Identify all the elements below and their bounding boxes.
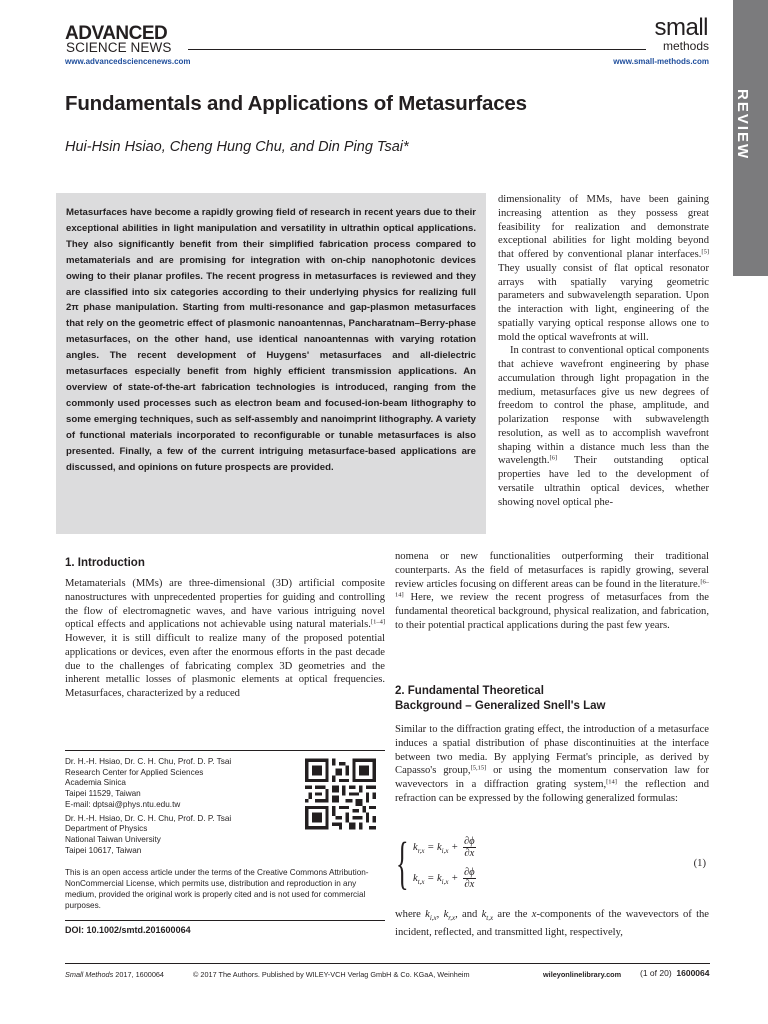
- theory-text: Similar to the diffraction grating effect, the introduction of a metasurface induces a spatial distribution of phase discontinuities at the interface between two media. By applying Fermat's principle, as derived by Capasso's group,[5,15] or using the momentum conservation law for wavevectors in a diffraction grating system,[14] the reflection and refraction can be expressed by the following generalized formulas:: [395, 724, 709, 804]
- footer-citation: Small Methods 2017, 1600064: [65, 970, 164, 979]
- affiliation-line: Research Center for Applied Sciences: [65, 767, 204, 777]
- footer-copyright: © 2017 The Authors. Published by WILEY-VCH Verlag GmbH & Co. KGaA, Weinheim: [193, 970, 470, 979]
- article-title: Fundamentals and Applications of Metasurfaces: [65, 92, 527, 115]
- affiliation-line: Taipei 11529, Taiwan: [65, 789, 141, 799]
- equation-brace: {: [396, 830, 409, 895]
- citation-link[interactable]: [5]: [701, 248, 709, 256]
- right-column-text: [498, 193, 709, 509]
- license-notice: This is an open access article under the terms of the Creative Commons Attribution-NonCommercial License, which permits use, distribution and reproduction in any medium, provided the original work is properly cited and is not used for commercial purposes.: [65, 868, 369, 910]
- journal-url-link[interactable]: www.small-methods.com: [613, 57, 709, 66]
- introduction-text: Metamaterials (MMs) are three-dimensional (3D) artificial composite nanostructures with unprecedented properties for guiding and controlling the flow of electromagnetic waves, and have various intriguing novel optical effects and applications not achievable using natural materials.[1–4] However, it is still difficult to realize many of the proposed potential applications or devices, even after the enormous efforts in the past decade due to the challenges of fabricating complex 3D geometries and the inherent metallic losses of plasmonic elements at optical frequencies. Metasurfaces, characterized by a reduced: [65, 578, 385, 699]
- abstract-box: [56, 193, 486, 534]
- header-divider: [188, 49, 646, 50]
- equation-1: [395, 830, 709, 900]
- paragraph: In contrast to conventional optical components that achieve wavefront engineering by phase accumulation through light propagation in the medium, metasurfaces give us new degrees of freedom to control the phase, amplitude, and polarization response with subwavelength resolution, as well as to accomplish wavefront shaping within a distance much less than the wavelength.[6] Their outstanding optical properties have led to the development of versatile ultrathin optical devices, whether showing novel optical phe-: [498, 345, 709, 508]
- footer-wiley-link[interactable]: wileyonlinelibrary.com: [543, 970, 622, 979]
- journal-logo-small: small: [654, 14, 708, 41]
- publisher-logo-advanced: ADVANCED: [65, 23, 168, 44]
- author-affiliations: [65, 757, 295, 856]
- citation-link[interactable]: [6]: [549, 454, 558, 462]
- affiliation-line: National Taiwan University: [65, 834, 161, 844]
- article-type-label: REVIEW: [734, 89, 751, 161]
- equation-line-reflection: $k_{r,x} = k_{i,x}$ + $\frac{\partial\phi}{\partial x}$: [413, 836, 475, 859]
- doi-divider: [65, 920, 385, 921]
- affiliation-line: Taipei 10617, Taiwan: [65, 845, 142, 855]
- journal-logo-methods: methods: [662, 39, 709, 53]
- footer-page-info: (1 of 20) 1600064: [640, 968, 710, 978]
- publisher-url-link[interactable]: www.advancedsciencenews.com: [65, 57, 191, 66]
- affiliation-line: Dr. H.-H. Hsiao, Dr. C. H. Chu, Prof. D. P. Tsai: [65, 813, 232, 823]
- equation-explanation: where $k_{i,x}$, $k_{r,x}$, and $k_{t,x}$ are the x-components of the wavevectors of the incident, reflected, and transmitted light, respectively,: [395, 909, 710, 938]
- affiliation-line: Academia Sinica: [65, 778, 126, 788]
- article-authors: Hui-Hsin Hsiao, Cheng Hung Chu, and Din Ping Tsai*: [65, 139, 409, 155]
- section-heading-theory: 2. Fundamental Theoretical Background – Generalized Snell's Law: [395, 685, 606, 712]
- affiliation-line: Dr. H.-H. Hsiao, Dr. C. H. Chu, Prof. D. P. Tsai: [65, 757, 232, 766]
- footer-divider: [65, 963, 710, 964]
- equation-line-transmission: $k_{t,x} = k_{i,x}$ + $\frac{\partial\phi}{\partial x}$: [413, 867, 475, 890]
- doi-link[interactable]: DOI: 10.1002/smtd.201600064: [65, 925, 191, 935]
- citation-link[interactable]: [14]: [606, 778, 617, 786]
- affiliation-line: Department of Physics: [65, 824, 148, 834]
- equation-number: (1): [693, 858, 706, 869]
- right-column-continued: [395, 550, 709, 633]
- publisher-logo-science-news: SCIENCE NEWS: [66, 40, 172, 55]
- citation-link[interactable]: [5,15]: [470, 764, 487, 772]
- qr-code-icon[interactable]: [305, 757, 376, 831]
- section-heading-introduction: 1. Introduction: [65, 557, 145, 569]
- affiliation-email[interactable]: E-mail: dptsai@phys.ntu.edu.tw: [65, 799, 181, 809]
- abstract-text: Metasurfaces have become a rapidly growing field of research in recent years due to their exceptional abilities in light manipulation and versatility in ultrathin optical applications. They also significantly benefit from their simplified fabrication process compared to metamaterials and are promising for integration with on-chip nanophotonic devices owing to their planar profiles. The recent progress in metasurfaces is reviewed and they are classified into six categories according to their underlying physics for realizing full 2π phase manipulation. Starting from multi-resonance and gap-plasmon metasurfaces that rely on the geometric effect of plasmonic nanoantennas, Pancharatnam–Berry-phase metasurfaces, on the other hand, use identical nanoantennas with varying rotation angles. The recent development of Huygens' metasurfaces and all-dielectric metasurfaces especially benefit from highly efficient transmission applications. An overview of state-of-the-art fabrication technologies is introduced, ranging from the commonly used processes such as electron beam and focused-ion-beam lithography to some emerging techniques, such as self-assembly and nanoimprint lithography. A variety of functional materials incorporated to reconfigurable or tunable metasurfaces is also presented. Finally, a few of the current intriguing metasurface-based applications are discussed, and opinions on future prospects are provided.: [66, 207, 476, 473]
- citation-link[interactable]: [1–4]: [370, 618, 385, 626]
- affiliation-divider: [65, 750, 385, 751]
- paragraph: nomena or new functionalities outperforming their traditional counterparts. As the field of metasurfaces is rapidly growing, several review articles focusing on different areas can be found in the literature.[6–14] Here, we review the recent progress of metasurfaces from the fundamental theoretical background, physical realization, and fabrication, to their potential practical applications during the past few years.: [395, 551, 709, 631]
- paragraph: dimensionality of MMs, have been gaining increasing attention as they possess great feasibility for realization and demonstrate exceptional abilities for light molding beyond that offered by conventional planar interfaces.[5] They usually consist of flat optical resonator arrays with spatially varying geometric parameters and subwavelength separation. Upon the interaction with light, engineering of the spatially varying optical response allows one to mold the optical wavefronts at will.: [498, 194, 709, 343]
- citation-link[interactable]: [6–14]: [395, 578, 709, 599]
